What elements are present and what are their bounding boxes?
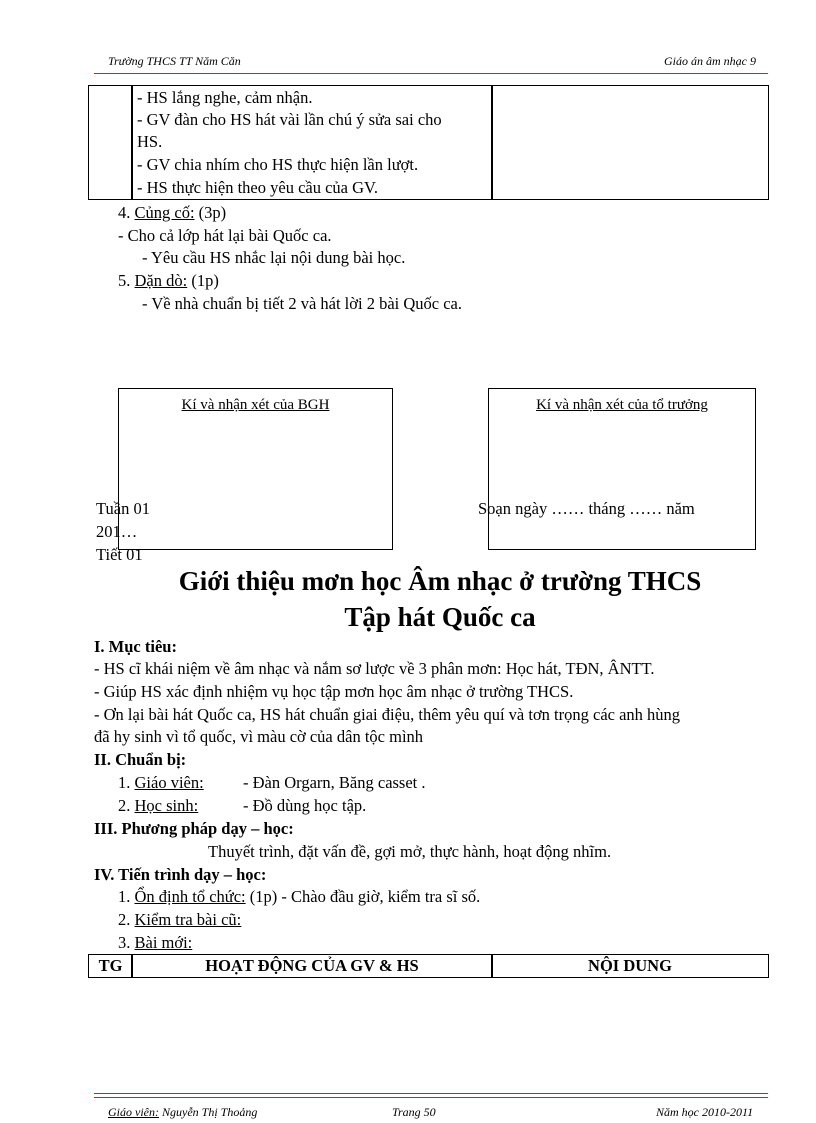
lesson-week: Tuần 01 [96, 499, 150, 518]
objective-item: - HS cĩ khái niệm về âm nhạc và nắm sơ lược về 3 phân mơn: Học hát, TĐN, ÂNTT. [94, 659, 655, 678]
procedure-item: 3. Bài mới: [118, 933, 193, 952]
preparation-heading: II. Chuẩn bị: [94, 750, 187, 769]
consolidation-item: - Yêu cầu HS nhắc lại nội dung bài học. [142, 248, 406, 267]
signature-box-bgh-label: Kí và nhận xét của BGH [181, 397, 330, 413]
consolidation-item: - Cho cả lớp hát lại bài Quốc ca. [118, 226, 332, 245]
lesson-title-line2: Tập hát Quốc ca [344, 602, 536, 632]
footer-rule-1 [94, 1093, 768, 1094]
methods-heading: III. Phương pháp dạy – học: [94, 819, 294, 838]
footer-rule-2 [94, 1097, 768, 1098]
top-table-col-content [491, 85, 769, 200]
lesson-period: Tiết 01 [96, 545, 143, 564]
objective-item: - Giúp HS xác định nhiệm vụ học tập mơn học âm nhạc ở trường THCS. [94, 682, 574, 701]
objectives-heading: I. Mục tiêu: [94, 637, 177, 656]
header-school: Trường THCS TT Năm Căn [108, 54, 241, 68]
top-table-row: - HS thực hiện theo yêu cầu của GV. [137, 178, 378, 197]
top-table-row: HS. [137, 132, 163, 151]
signature-box-bgh [118, 388, 393, 550]
procedure-heading: IV. Tiến trình dạy – học: [94, 865, 267, 884]
homework-heading: 5. Dặn dò: (1p) [118, 271, 219, 290]
top-table-row: - GV chia nhím cho HS thực hiện lần lượt. [137, 155, 419, 174]
homework-item: - Về nhà chuẩn bị tiết 2 và hát lời 2 bài Quốc ca. [142, 294, 462, 313]
footer-teacher: Giáo viên: Nguyễn Thị Thoảng [108, 1105, 258, 1119]
procedure-item: 1. Ổn định tổ chức: (1p) - Chào đầu giờ, kiểm tra sĩ số. [118, 887, 481, 906]
objective-item: - Ơn lại bài hát Quốc ca, HS hát chuẩn giai điệu, thêm yêu quí và tơn trọng các anh hùng [94, 705, 681, 724]
signature-box-head-label: Kí và nhận xét của tổ trưởng [536, 397, 708, 413]
preparation-item-student-value: - Đồ dùng học tập. [243, 796, 367, 815]
consolidation-heading: 4. Củng cố: (3p) [118, 203, 227, 222]
methods-text: Thuyết trình, đặt vấn đề, gợi mở, thực hành, hoạt động nhĩm. [208, 842, 612, 861]
preparation-item-teacher: 1. Giáo viên: [118, 773, 204, 792]
bottom-table-header-content: NỘI DUNG [491, 954, 769, 978]
top-table-col-tg [88, 85, 133, 200]
procedure-item: 2. Kiểm tra bài cũ: [118, 910, 242, 929]
header-subject: Giáo án âm nhạc 9 [664, 54, 756, 68]
prepared-date: Soạn ngày …… tháng …… năm [478, 499, 695, 518]
bottom-table-header-activity: HOẠT ĐỘNG CỦA GV & HS [131, 954, 493, 978]
footer-school-year: Năm học 2010-2011 [656, 1105, 754, 1119]
top-table-row: - GV đàn cho HS hát vài lần chú ý sửa sai cho [137, 110, 442, 129]
lesson-year: 201… [96, 522, 138, 541]
preparation-item-teacher-value: - Đàn Orgarn, Băng casset . [243, 773, 426, 792]
preparation-item-student: 2. Học sinh: [118, 796, 199, 815]
lesson-title-line1: Giới thiệu mơn học Âm nhạc ở trường THCS [178, 566, 702, 596]
footer-page: Trang 50 [392, 1105, 436, 1119]
top-table-row: - HS lắng nghe, cảm nhận. [137, 88, 313, 107]
signature-box-head [488, 388, 756, 550]
bottom-table-header-tg: TG [88, 954, 133, 978]
objective-item: đã hy sinh vì tổ quốc, vì màu cờ của dân tộc mình [94, 727, 424, 746]
header-rule [94, 73, 768, 74]
